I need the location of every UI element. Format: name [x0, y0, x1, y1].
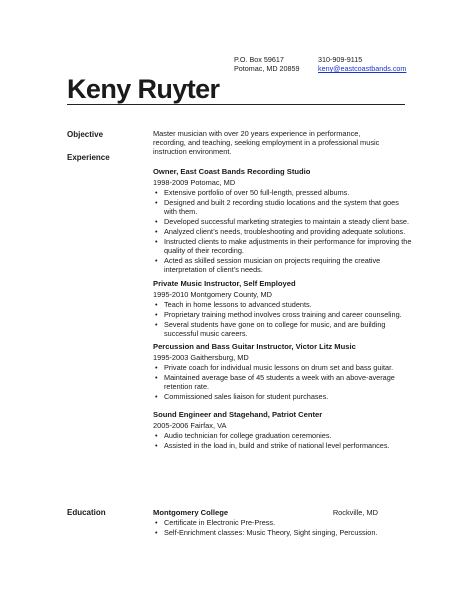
objective-label: Objective [67, 130, 104, 139]
bullet-item: • Developed successful marketing strategies to maintain a steady client base. [153, 218, 413, 227]
job-entry [153, 279, 413, 339]
job-entry [153, 342, 413, 402]
bullet-item: • Analyzed client’s needs, troubleshooting and providing adequate solutions. [153, 228, 413, 237]
bullet-item: • Certificate in Electronic Pre-Press. [153, 519, 413, 528]
experience-label: Experience [67, 153, 110, 162]
bullet-item: • Proprietary training method involves cross training and career counseling. [153, 311, 413, 320]
bullet-item: • Audio technician for college graduation ceremonies. [153, 432, 413, 441]
objective-text: Master musician with over 20 years experience in performance, recording, and teaching, seeking employment in a professional music instruction environment. [153, 129, 380, 157]
job-dates-location: 1998-2009 Potomac, MD [153, 178, 236, 187]
job-bullets [153, 189, 413, 275]
address-block [234, 55, 300, 73]
bullet-item: • Extensive portfolio of over 50 full-length, pressed albums. [153, 189, 413, 198]
bullet-item: • Several students have gone on to college for music, and are building successful music careers. [153, 321, 413, 339]
education-header [153, 508, 378, 518]
bullet-item: • Acted as skilled session musician on projects requiring the creative interpretation of client’s needs. [153, 257, 413, 275]
education-section [153, 508, 413, 539]
bullet-item: • Commissioned sales liaison for student purchases. [153, 393, 413, 402]
bullet-item: • Designed and built 2 recording studio locations and the system that goes with them. [153, 199, 413, 217]
job-title: Sound Engineer and Stagehand, Patriot Center [153, 410, 323, 420]
job-bullets [153, 364, 413, 402]
job-bullets [153, 432, 413, 451]
bullet-item: • Self-Enrichment classes: Music Theory, Sight singing, Percussion. [153, 529, 413, 538]
email-link[interactable]: keny@eastcoastbands.com [318, 64, 407, 73]
job-entry [153, 410, 413, 451]
job-title: Percussion and Bass Guitar Instructor, Victor Litz Music [153, 342, 356, 352]
bullet-item: • Maintained average base of 45 students a week with an above-average retention rate. [153, 374, 413, 392]
job-dates-location: 2005-2006 Fairfax, VA [153, 421, 227, 431]
phone-number: 310-909-9115 [318, 55, 363, 64]
job-dates-location: 1995-2010 Montgomery County, MD [153, 289, 272, 299]
job-entry [153, 167, 413, 275]
experience-section [153, 167, 413, 455]
job-title: Owner, East Coast Bands Recording Studio [153, 167, 311, 176]
bullet-item: • Private coach for individual music lessons on drum set and bass guitar. [153, 364, 413, 373]
school-location: Rockville, MD [332, 508, 378, 517]
school-name: Montgomery College [153, 508, 229, 517]
education-label: Education [67, 508, 106, 517]
bullet-item: • Instructed clients to make adjustments in their performance for improving the quality of their recording. [153, 238, 413, 256]
education-bullets [153, 519, 413, 538]
job-title: Private Music Instructor, Self Employed [153, 278, 296, 288]
candidate-name: Keny Ruyter [67, 74, 220, 104]
job-dates-location: 1995-2003 Gaithersburg, MD [153, 353, 249, 363]
contact-block [318, 55, 406, 73]
job-bullets [153, 301, 413, 339]
bullet-item: • Teach in home lessons to advanced students. [153, 301, 413, 310]
header-divider [67, 104, 405, 105]
bullet-item: • Assisted in the load in, build and strike of national level performances. [153, 442, 413, 451]
address-line-2: Potomac, MD 20859 [234, 64, 300, 73]
address-line-1: P.O. Box 59617 [234, 55, 284, 64]
